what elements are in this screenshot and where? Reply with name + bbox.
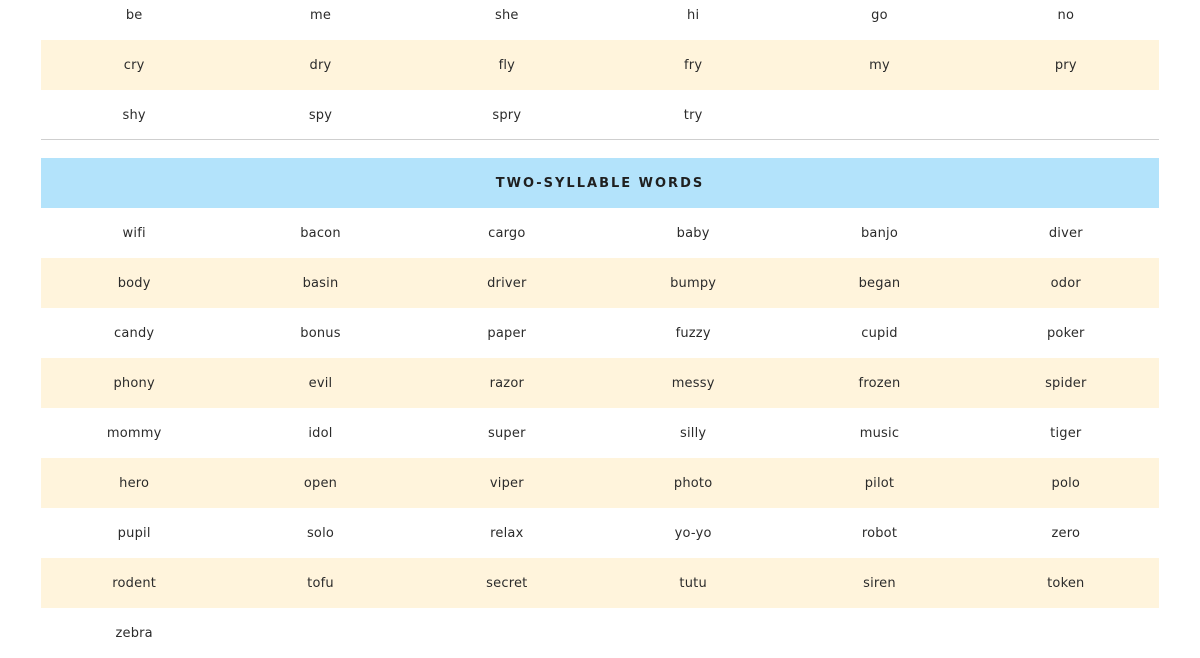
word-cell: basin [302,275,339,291]
section-divider [41,139,1159,140]
word-cell: super [488,425,526,441]
word-cell: pry [1054,57,1077,73]
table-row [41,308,1159,358]
word-cell: try [683,107,703,123]
word-cell: mommy [106,425,162,441]
table-row [41,508,1159,558]
section-title: TWO-SYLLABLE WORDS [495,175,705,191]
two-syllable-table [41,208,1159,658]
word-cell: solo [306,525,335,541]
word-cell: tiger [1050,425,1082,441]
word-cell: evil [308,375,333,391]
word-cell: viper [489,475,524,491]
table-row [41,90,1159,140]
word-cell: diver [1048,225,1083,241]
word-cell: siren [863,575,896,591]
word-cell: cargo [488,225,526,241]
word-cell: pilot [864,475,895,491]
word-cell: pupil [117,525,151,541]
table-row [41,0,1159,40]
word-cell: hi [687,7,700,23]
word-cell: bacon [300,225,341,241]
word-cell: photo [673,475,713,491]
word-cell: fly [498,57,516,73]
word-cell: zebra [115,625,153,641]
table-row [41,208,1159,258]
word-cell: yo-yo [674,525,712,541]
word-cell: candy [114,325,155,341]
table-row [41,558,1159,608]
table-row [41,258,1159,308]
word-cell: zero [1051,525,1081,541]
word-cell: dry [309,57,332,73]
word-cell: paper [487,325,527,341]
table-row [41,458,1159,508]
word-cell: fuzzy [675,325,711,341]
word-cell: odor [1050,275,1081,291]
word-cell: cupid [861,325,898,341]
word-cell: rodent [112,575,157,591]
section-header [41,158,1159,208]
word-cell: robot [861,525,898,541]
word-cell: wifi [122,225,146,241]
word-cell: cry [123,57,145,73]
table-row [41,358,1159,408]
word-cell: phony [113,375,155,391]
word-cell: spry [492,107,522,123]
word-cell: began [858,275,901,291]
word-cell: tofu [307,575,334,591]
word-cell: poker [1046,325,1085,341]
word-cell: she [495,7,519,23]
word-cell: razor [489,375,525,391]
one-syllable-table [41,0,1159,140]
word-cell: my [869,57,890,73]
word-cell: bumpy [670,275,717,291]
word-cell: idol [308,425,333,441]
word-cell: polo [1051,475,1081,491]
word-cell: frozen [858,375,901,391]
word-cell: fry [684,57,703,73]
word-cell: shy [122,107,146,123]
word-cell: tutu [679,575,707,591]
table-row [41,40,1159,90]
word-cell: body [117,275,151,291]
word-cell: spider [1045,375,1087,391]
word-cell: me [309,7,332,23]
word-cell: spy [308,107,333,123]
word-cell: banjo [860,225,898,241]
word-cell: baby [676,225,710,241]
word-cell: relax [490,525,524,541]
word-cell: go [871,7,888,23]
word-cell: hero [119,475,150,491]
word-cell: driver [487,275,527,291]
word-cell: secret [486,575,528,591]
table-row [41,608,1159,658]
word-cell: open [303,475,338,491]
word-cell: be [125,7,143,23]
table-row [41,408,1159,458]
word-cell: messy [671,375,715,391]
word-cell: bonus [300,325,341,341]
word-cell: silly [679,425,707,441]
word-cell: no [1057,7,1075,23]
word-cell: token [1047,575,1085,591]
word-cell: music [859,425,900,441]
